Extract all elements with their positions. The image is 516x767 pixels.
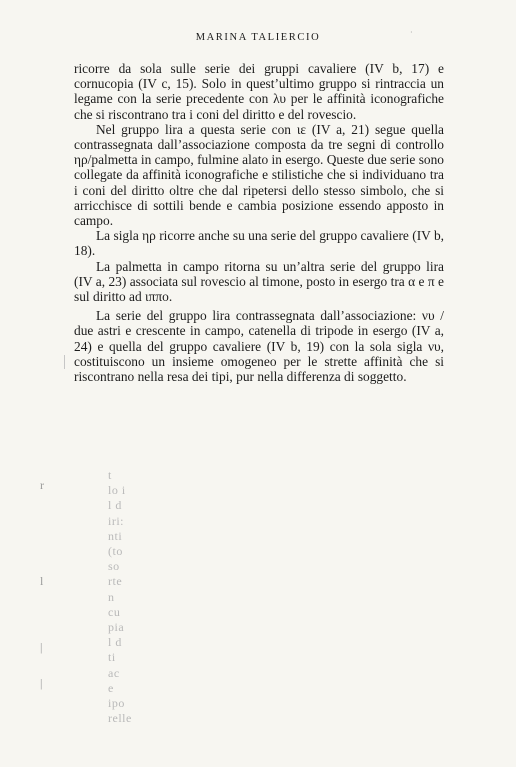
show-through-text: t lo i l d iri: nti (to so rte n cu pia l d ti ac e ipo relle	[108, 468, 132, 726]
body-text	[74, 61, 444, 384]
running-head: MARINA TALIERCIO	[195, 32, 321, 43]
paragraph-1: ricorre da sola sulle serie dei gruppi cavaliere (IV b, 17) e cornucopia (IV c, 15). Solo in quest’ultimo gruppo si rintraccia un legame con la serie precedente con λυ per le affinità iconografiche che si riscontrano tra i coni del diritto e del rovescio.	[74, 61, 444, 122]
paragraph-4: La palmetta in campo ritorna su un’altra serie del gruppo lira (IV a, 23) associata sul rovescio al timone, posto in esergo tra α e π e sul diritto ad ιππο.	[74, 258, 444, 305]
stray-mark: ·	[410, 28, 413, 37]
show-through-mark: |	[40, 676, 43, 690]
paragraph-5: La serie del gruppo lira contrassegnata dall’associazione: νυ / due astri e crescente in campo, catenella di tripode in esergo (IV a, 24) e quella del gruppo cavaliere (IV b, 19) con la sola sigla νυ, costituiscono un insieme omogeneo per le strette affinità che si riscontrano nella resa dei tipi, pur nella differenza di soggetto.	[74, 308, 444, 385]
show-through-mark: r	[40, 478, 44, 492]
paragraph-3: La sigla ηρ ricorre anche su una serie del gruppo cavaliere (IV b, 18).	[74, 228, 444, 259]
show-through-mark: l	[40, 574, 44, 588]
show-through-mark: |	[40, 640, 43, 654]
show-through-tick	[64, 355, 65, 369]
paragraph-2: Nel gruppo lira a questa serie con ιε (IV a, 21) segue quella contrassegnata dall’associazione composta da tre segni di controllo ηρ/palmetta in campo, fulmine alato in esergo. Queste due serie sono collegate da affinità iconografiche e stilistiche che si individuano tra i coni del diritto oltre che dal ripetersi dello stesso simbolo, che si arricchisce di sottili bende e cambia posizione essendo apposto in campo.	[74, 121, 444, 229]
